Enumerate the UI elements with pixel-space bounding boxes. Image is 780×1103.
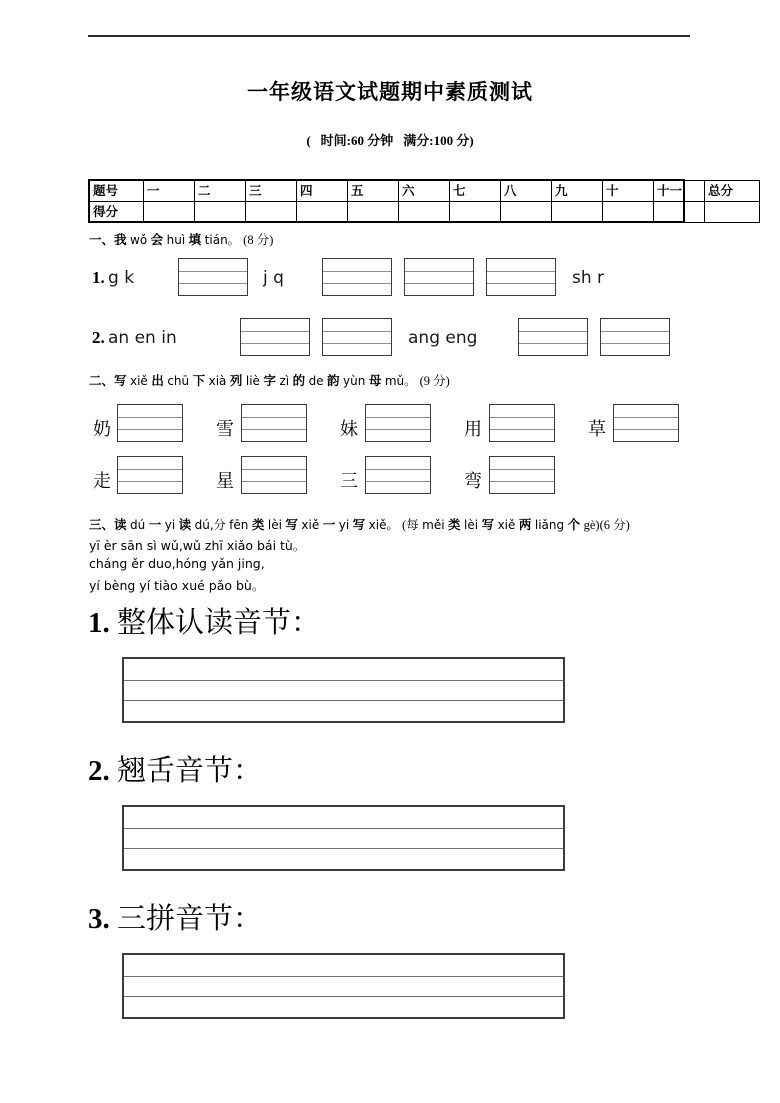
q1-row2-letters-mid: ang eng [408,328,478,348]
q1-row2-letters-left: an en in [108,328,177,348]
score-table-col-total: 总分 [705,181,760,202]
q2-char-2: 雪 [216,419,234,439]
section-1-heading-token-4: 填 [188,233,202,247]
section-3-heading-token-2: 一 [148,518,162,532]
score-cell-5[interactable] [348,202,399,223]
q2-char-5: 草 [588,419,606,439]
q3-item-3-label: 三拼音节： [117,903,263,935]
pinyin-box-1-3[interactable] [404,258,474,296]
score-cell-3[interactable] [246,202,297,223]
q1-row2-number: 2. [92,328,105,347]
q3-item-1-label: 整体认读音节： [117,607,321,639]
section-3-heading-token-24: gè)(6 分) [583,518,630,532]
score-table-col-10: 十 [603,181,654,202]
score-cell-9[interactable] [552,202,603,223]
score-cell-6[interactable] [399,202,450,223]
section-2-heading-token-15: mǔ。 [384,374,417,388]
section-2-heading [89,371,450,389]
q2-char-3: 妹 [340,419,358,439]
answer-box-2[interactable] [122,805,565,871]
section-3-heading-token-3: yi [164,518,176,532]
section-2-heading-token-0: 二、写 [89,374,127,388]
section-3-heading-token-9: 写 [285,518,298,532]
score-table [89,180,760,223]
q2-char-9: 弯 [464,471,482,491]
section-3-heading-token-16: měi [422,518,445,532]
section-1-heading-token-3: huì [166,233,186,247]
section-3-heading-token-20: xiě [497,518,516,532]
pinyin-box-1-2[interactable] [322,258,392,296]
score-table-col-2: 二 [195,181,246,202]
section-3-heading-token-6: fēn [229,518,249,532]
score-cell-1[interactable] [144,202,195,223]
section-3-heading-token-8: lèi [267,518,282,532]
header-rule [88,35,690,37]
score-cell-4[interactable] [297,202,348,223]
pinyin-box-q2-5[interactable] [613,404,679,442]
q1-row1-letters-left: g k [108,268,135,288]
q3-pinyin-line-1: yī èr sān sì wǔ,wǔ zhī xiǎo bái tù。 [89,538,306,553]
section-3-heading-token-4: 读 [178,518,192,532]
q2-char-4: 用 [464,419,482,439]
exam-meta-open: ( [306,133,311,148]
pinyin-box-2-4[interactable] [600,318,670,356]
section-2-heading-token-10: 的 [292,374,306,388]
q3-item-1-number: 1. [88,607,110,639]
pinyin-box-q2-4[interactable] [489,404,555,442]
section-2-heading-token-3: chū [167,374,190,388]
section-3-heading-token-22: liǎng [534,518,565,532]
q1-row1-letters-mid: j q [263,268,284,288]
section-3-heading-token-5: dú,分 [194,518,226,532]
section-2-heading-token-16: (9 分) [419,374,450,388]
table-row-scores [90,202,760,223]
score-table-col-6: 六 [399,181,450,202]
pinyin-box-q2-3[interactable] [365,404,431,442]
q3-item-2-number: 2. [88,755,110,787]
q2-char-8: 三 [340,471,358,491]
score-table-col-4: 四 [297,181,348,202]
pinyin-box-1-4[interactable] [486,258,556,296]
table-row-header [90,181,760,202]
q3-item-3 [88,896,262,937]
score-cell-8[interactable] [501,202,552,223]
section-2-heading-token-6: 列 [229,374,243,388]
section-1-heading-token-0: 一、我 [89,233,127,247]
section-1-heading-token-6: (8 分) [243,233,274,247]
section-3-heading-token-14: xiě。 [368,518,399,532]
q1-row1-letters-right: sh r [572,268,605,288]
section-3-heading-token-21: 两 [518,518,532,532]
section-2-heading-token-8: 字 [263,374,276,388]
pinyin-box-q2-1[interactable] [117,404,183,442]
section-2-heading-token-2: 出 [151,374,164,388]
pinyin-box-q2-9[interactable] [489,456,555,494]
section-2-heading-token-5: xià [208,374,227,388]
score-table-col-11: 十一 [654,181,705,202]
score-table-col-9: 九 [552,181,603,202]
section-2-heading-token-7: liè [245,374,260,388]
section-1-heading-token-2: 会 [150,233,164,247]
pinyin-box-2-2[interactable] [322,318,392,356]
section-1-heading-token-1: wǒ [130,233,148,247]
section-3-heading-token-17: 类 [448,518,461,532]
section-1-heading-token-5: tián。 [204,233,240,247]
score-cell-11[interactable] [654,202,705,223]
q3-item-1 [88,600,320,641]
score-cell-10[interactable] [603,202,654,223]
exam-meta-time: 时间:60 分钟 [320,133,394,148]
q3-pinyin-line-3: yí bèng yí tiào xué pǎo bù。 [89,578,265,593]
answer-box-1[interactable] [122,657,565,723]
section-3-heading-token-0: 三、读 [89,518,127,532]
q2-char-7: 星 [216,471,234,491]
score-table-row-label-1: 得分 [90,202,144,223]
q3-item-2 [88,748,262,789]
pinyin-box-q2-7[interactable] [241,456,307,494]
section-2-heading-token-1: xiě [130,374,148,388]
page-title: 一年级语文试题期中素质测试 [247,81,533,104]
section-2-heading-token-14: 母 [368,374,382,388]
score-cell-2[interactable] [195,202,246,223]
pinyin-box-2-3[interactable] [518,318,588,356]
pinyin-box-2-1[interactable] [240,318,310,356]
section-3-heading-token-13: 写 [352,518,366,532]
section-3-heading-token-10: xiě [301,518,320,532]
score-table-col-5: 五 [348,181,399,202]
section-3-heading-token-15: (每 [401,518,419,532]
score-cell-7[interactable] [450,202,501,223]
score-table-col-3: 三 [246,181,297,202]
section-2-heading-token-12: 韵 [327,374,340,388]
pinyin-box-q2-8[interactable] [365,456,431,494]
section-3-heading-token-18: lèi [464,518,479,532]
section-3-heading-token-1: dú [130,518,146,532]
section-2-heading-token-9: zì [279,374,290,388]
score-table-row-label-0: 题号 [90,181,144,202]
score-cell-total[interactable] [705,202,760,223]
score-table-col-7: 七 [450,181,501,202]
score-table-col-8: 八 [501,181,552,202]
pinyin-box-q2-2[interactable] [241,404,307,442]
q2-char-6: 走 [93,471,111,491]
answer-box-3[interactable] [122,953,565,1019]
section-3-heading [89,515,630,533]
section-1-heading [89,230,273,248]
section-3-heading-token-7: 类 [251,518,265,532]
section-3-heading-token-19: 写 [481,518,495,532]
q3-pinyin-line-2: cháng ěr duo,hóng yǎn jing, [89,556,265,571]
exam-meta-score: 满分:100 分) [403,133,474,148]
q2-char-1: 奶 [93,419,111,439]
score-table-col-1: 一 [144,181,195,202]
pinyin-box-1-1[interactable] [178,258,248,296]
section-2-heading-token-4: 下 [192,374,206,388]
section-3-heading-token-11: 一 [322,518,336,532]
q3-item-2-label: 翘舌音节： [117,755,263,787]
section-3-heading-token-23: 个 [567,518,581,532]
exam-meta [0,130,780,149]
section-2-heading-token-13: yùn [343,374,366,388]
q3-item-3-number: 3. [88,903,110,935]
pinyin-box-q2-6[interactable] [117,456,183,494]
q1-row1-number: 1. [92,268,105,287]
section-2-heading-token-11: de [308,374,324,388]
section-3-heading-token-12: yi [338,518,350,532]
